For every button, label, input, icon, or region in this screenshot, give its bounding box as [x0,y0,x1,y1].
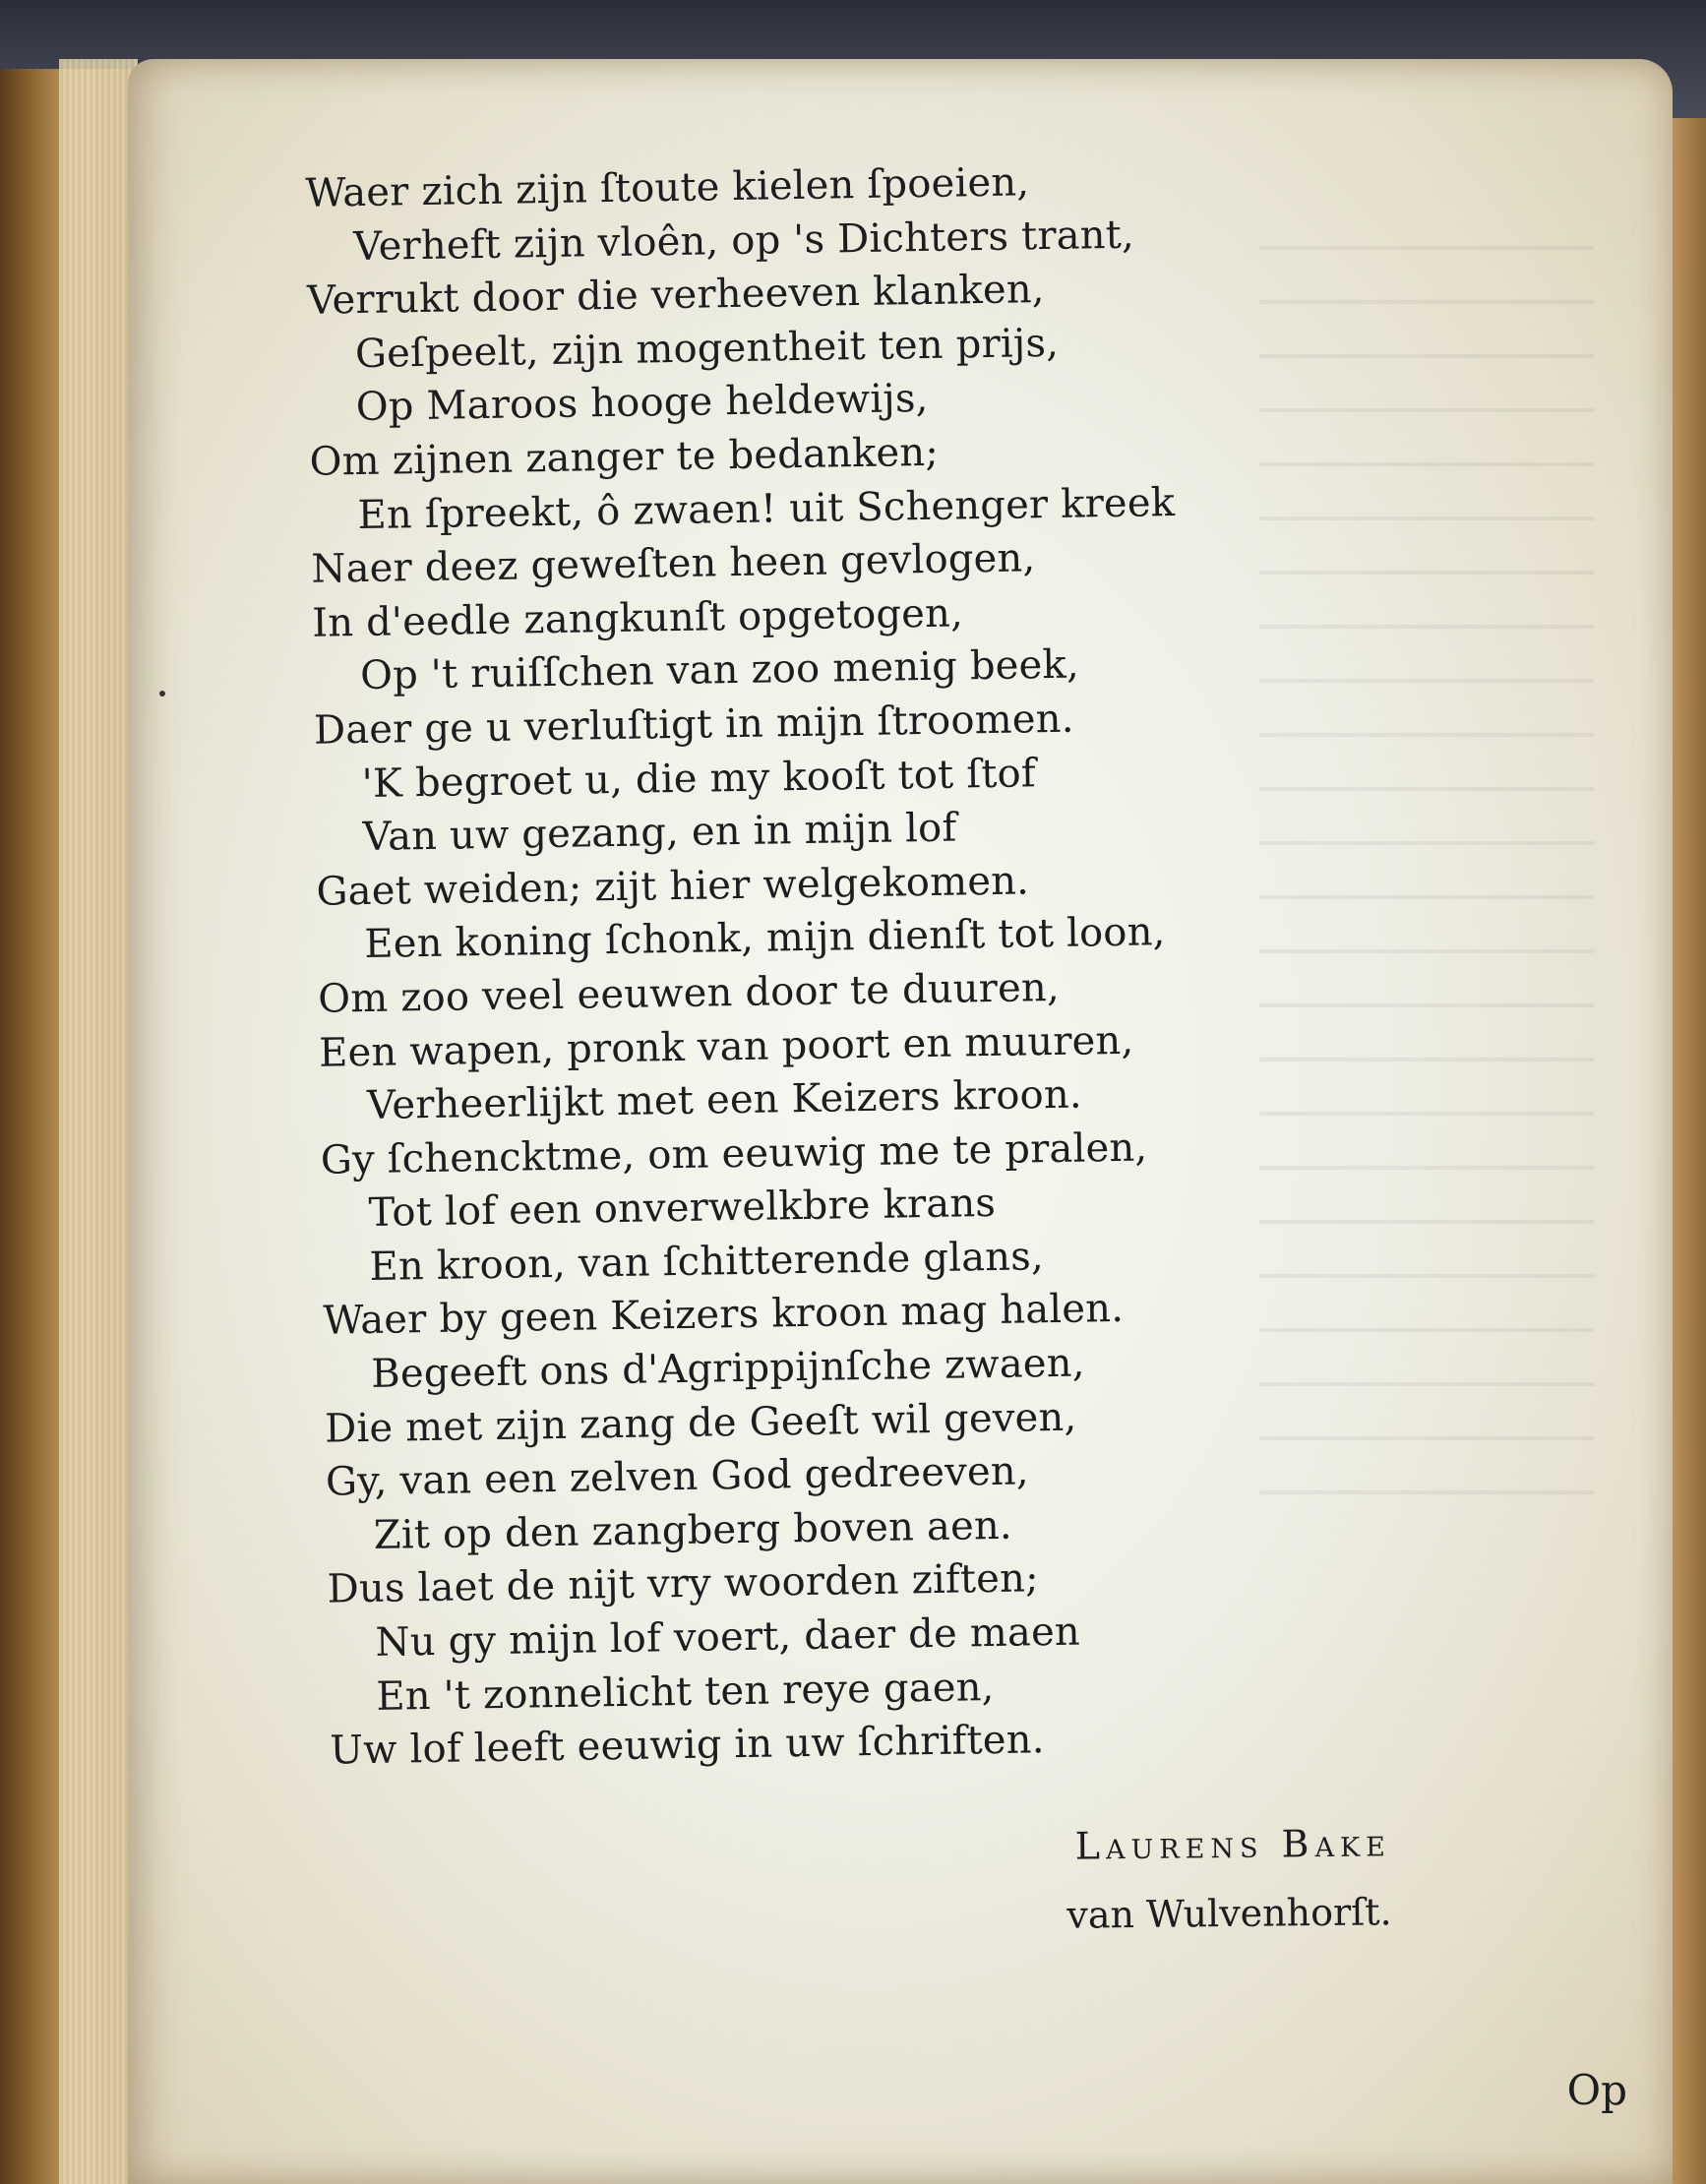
poem-line: Zit op den zangberg boven aen. [373,1502,1013,1558]
poem-line: En ſpreekt, ô zwaen! uit Schenger kreek [357,479,1176,538]
ink-speck [159,691,165,697]
poem-line: Uw lof leeft eeuwig in uw ſchriften. [329,1717,1045,1774]
poem-line: Verheft zijn vloên, op 's Dichters trant, [352,212,1135,270]
poem-line: Tot lof een onverwelkbre krans [368,1181,997,1237]
poem-line: Van uw gezang, en in mijn lof [362,805,957,861]
signature-block [1066,1808,1392,1949]
poem-line: 'K begroet u, die my kooſt tot ſtof [361,750,1037,807]
poem-line: Die met zijn zang de Geeſt wil geven, [324,1394,1077,1452]
poem-line: Om zijnen zanger te bedanken; [309,429,940,485]
poem-line: Geſpeelt, zijn mogentheit ten prijs, [354,320,1060,377]
poem-line: Nu gy mijn lof voert, daer de maen [375,1608,1081,1666]
poem-text [295,150,1452,1779]
poem-line: Op 't ruiſſchen van zoo menig beek, [359,641,1080,699]
poem-line: Daer ge u verluſtigt in mijn ſtroomen. [313,696,1074,754]
poem-line: Verrukt door die verheeven klanken, [306,267,1045,325]
poem-line: En kroon, van ſchitterende glans, [369,1234,1045,1290]
poem-line: En 't zonnelicht ten reye gaen, [376,1664,995,1720]
poem-line: Waer by geen Keizers kroon mag halen. [323,1286,1125,1345]
author-name: Laurens Bake [1074,1821,1391,1868]
poem-line: Dus laet de nijt vry woorden ziften; [327,1555,1040,1613]
poem-line: Een koning ſchonk, mijn dienſt tot loon, [364,909,1166,968]
poem-line: Begeeft ons d'Agrippijnſche zwaen, [370,1340,1085,1397]
poem-line: Gaet weiden; zijt hier welgekomen. [316,858,1030,915]
author-place: van Wulvenhorſt. [1066,1890,1392,1937]
poem-line: In d'eedle zangkunſt opgetogen, [311,590,964,646]
page-edges [59,59,138,2184]
poem-line: Naer deez geweſten heen gevlogen, [311,535,1036,592]
poem-line: Op Maroos hooge heldewijs, [355,376,929,431]
poem-line: Gy ſchencktme, om eeuwig me te pralen, [320,1124,1148,1183]
poem-line: Waer zich zijn ſtoute kielen ſpoeien, [305,159,1030,216]
poem-line: Gy, van een zelven God gedreeven, [325,1448,1030,1505]
poem-line: Om zoo veel eeuwen door te duuren, [317,964,1061,1022]
catchword: Op [1566,2066,1627,2114]
poem-line: Een wapen, pronk van poort en muuren, [318,1017,1134,1076]
poem-line: Verheerlijkt met een Keizers kroon. [366,1071,1083,1129]
